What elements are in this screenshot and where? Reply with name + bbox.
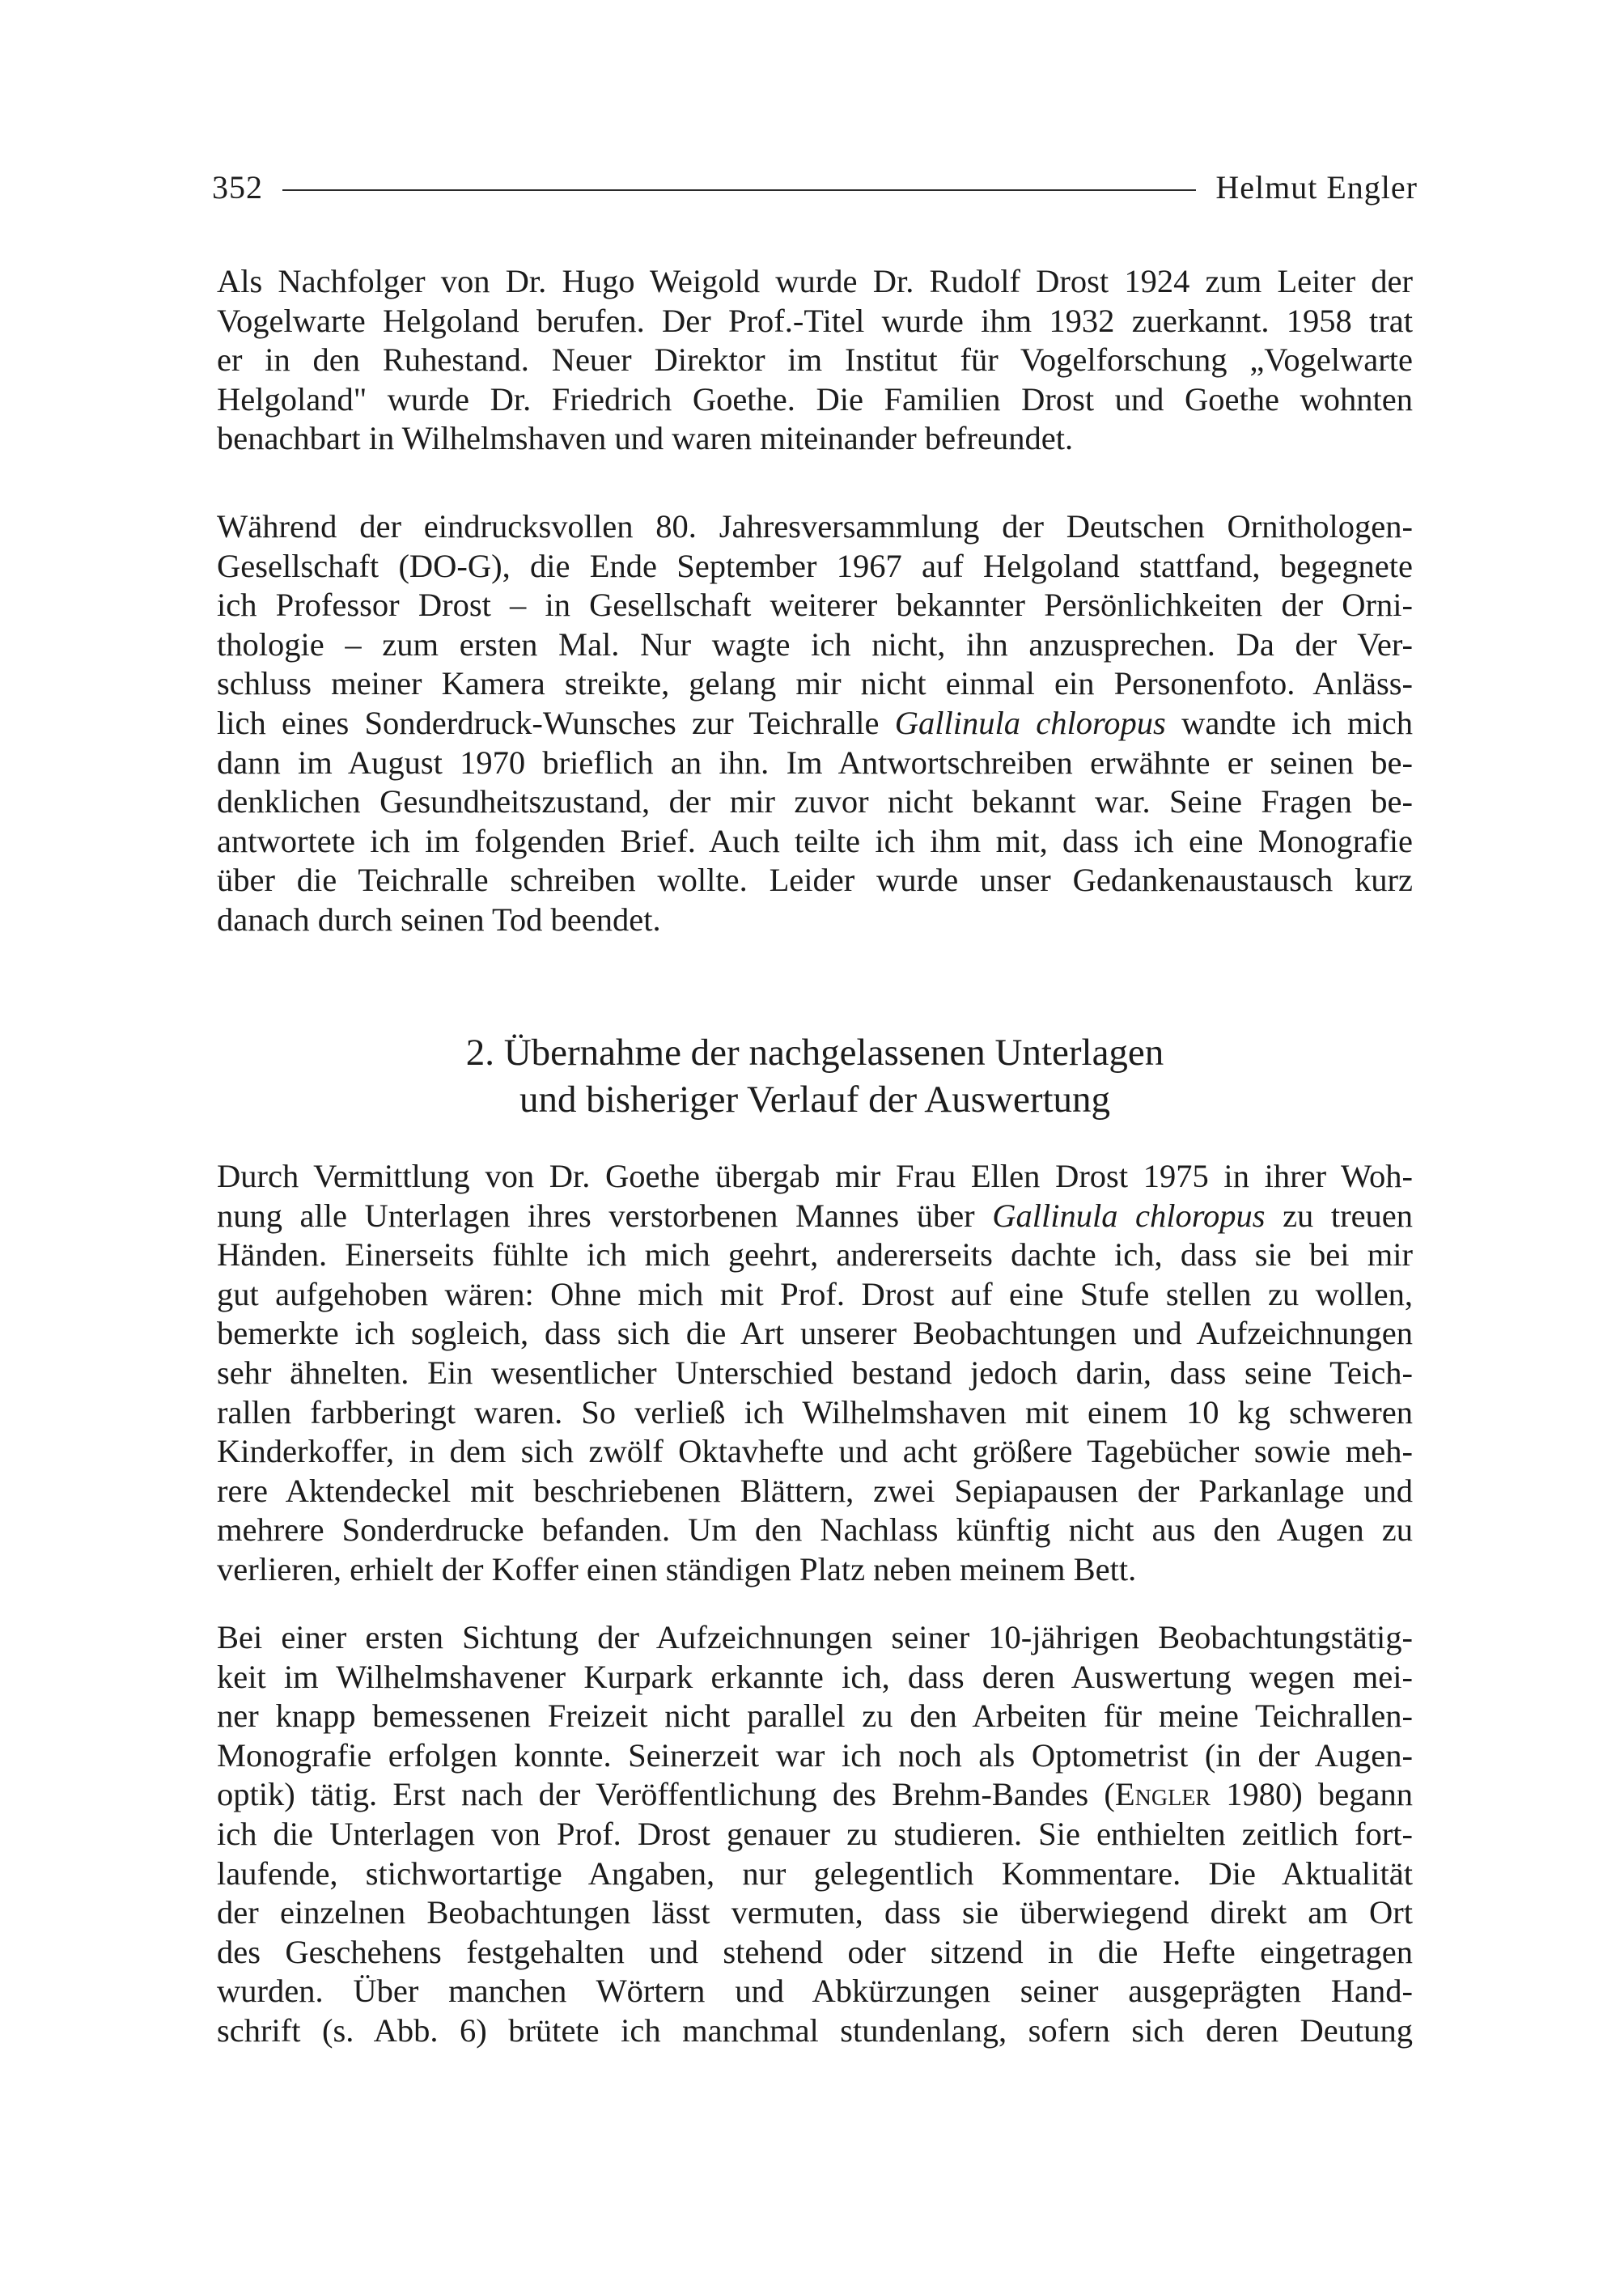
text-line: Helgoland" wurde Dr. Friedrich Goethe. Die Familien Drost und Goethe wohnten (217, 380, 1413, 417)
header-rule (282, 189, 1196, 191)
text-segment: nung alle Unterlagen ihres verstorbenen Mannes über (217, 1197, 975, 1234)
text-line: ich die Unterlagen von Prof. Drost genauer zu studieren. Sie enthielten zeitlich fort- (217, 1815, 1413, 1852)
running-author: Helmut Engler (1215, 168, 1418, 206)
text-segment: wandte ich mich (1181, 704, 1414, 741)
text-line: laufende, stichwortartige Angaben, nur gelegentlich Kommentare. Die Aktualität (217, 1854, 1413, 1892)
text-line: benachbart in Wilhelmshaven und waren miteinander befreundet. (217, 420, 1074, 457)
text-line: Bei einer ersten Sichtung der Aufzeichnungen seiner 10-jährigen Beobachtungstätig- (217, 1619, 1413, 1655)
text-line: Als Nachfolger von Dr. Hugo Weigold wurde Dr. Rudolf Drost 1924 zum Leiter der (217, 263, 1413, 299)
text-line: Kinderkoffer, in dem sich zwölf Oktavhefte und acht größere Tagebücher sowie meh- (217, 1433, 1413, 1470)
species-name: Gallinula chloropus (992, 1197, 1266, 1234)
text-line: antwortete ich im folgenden Brief. Auch teilte ich ihm mit, dass ich eine Monografie (217, 822, 1413, 859)
paragraph-drost-succession (217, 262, 1413, 459)
text-line: verlieren, erhielt der Koffer einen ständigen Platz neben meinem Bett. (217, 1550, 1137, 1587)
text-segment: zu treuen (1283, 1197, 1414, 1234)
text-line: Gesellschaft (DO-G), die Ende September 1967 auf Helgoland stattfand, begegnete (217, 547, 1413, 584)
text-line: Durch Vermittlung von Dr. Goethe übergab mir Frau Ellen Drost 1975 in ihrer Woh- (217, 1158, 1413, 1194)
text-line: keit im Wilhelmshavener Kurpark erkannte ich, dass deren Auswertung wegen mei- (217, 1658, 1413, 1695)
text-line: sehr ähnelten. Ein wesentlicher Unterschied bestand jedoch darin, dass seine Teich- (217, 1354, 1413, 1391)
text-line: wurden. Über manchen Wörtern und Abkürzungen seiner ausgeprägten Hand- (217, 1973, 1413, 2010)
text-line (217, 1197, 1413, 1236)
text-line: denklichen Gesundheitszustand, der mir zuvor nicht bekannt war. Seine Fragen be- (217, 783, 1413, 820)
text-line: er in den Ruhestand. Neuer Direktor im Institut für Vogelforschung „Vogelwarte (217, 341, 1413, 379)
text-line: rallen farbberingt waren. So verließ ich Wilhelmshaven mit einem 10 kg schweren (217, 1393, 1413, 1430)
paragraph-first-meeting (217, 507, 1413, 940)
text-line: über die Teichralle schreiben wollte. Leider wurde unser Gedankenaustausch kurz (217, 862, 1413, 899)
text-line (217, 704, 1413, 744)
text-line: Monografie erfolgen konnte. Seinerzeit war ich noch als Optometrist (in der Augen- (217, 1736, 1413, 1774)
text-line: gut aufgehoben wären: Ohne mich mit Prof. Drost auf eine Stufe stellen zu wollen, (217, 1275, 1413, 1312)
text-line: Vogelwarte Helgoland berufen. Der Prof.-Titel wurde ihm 1932 zuerkannt. 1958 trat (217, 302, 1413, 339)
running-header (212, 165, 1418, 209)
page-number: 352 (212, 168, 263, 206)
text-line: mehrere Sonderdrucke befanden. Um den Nachlass künftig nicht aus den Augen zu (217, 1511, 1413, 1549)
section-heading (217, 1029, 1413, 1123)
paragraph-handover (217, 1157, 1413, 1590)
text-line: rere Aktendeckel mit beschriebenen Blättern, zwei Sepiapausen der Parkanlage und (217, 1472, 1413, 1509)
species-name: Gallinula chloropus (894, 704, 1166, 741)
cited-author: Engler (1114, 1776, 1211, 1813)
paragraph-evaluation (217, 1618, 1413, 2051)
text-line: der einzelnen Beobachtungen lässt vermuten, dass sie überwiegend direkt am Ort (217, 1894, 1413, 1931)
text-line: Während der eindrucksvollen 80. Jahresversammlung der Deutschen Ornithologen- (217, 508, 1413, 545)
text-line (217, 1775, 1413, 1815)
text-segment: lich eines Sonderdruck-Wunsches zur Teichralle (217, 704, 880, 741)
text-line: dann im August 1970 brieflich an ihn. Im Antwortschreiben erwähnte er seinen be- (217, 744, 1413, 781)
text-line: ich Professor Drost – in Gesellschaft weiterer bekannter Persönlichkeiten der Orni- (217, 587, 1413, 624)
text-line: schrift (s. Abb. 6) brütete ich manchmal stundenlang, sofern sich deren Deutung (217, 2011, 1413, 2049)
text-line: des Geschehens festgehalten und stehend oder sitzend in die Hefte eingetragen (217, 1933, 1413, 1970)
section-heading-line: und bisheriger Verlauf der Auswertung (519, 1079, 1111, 1121)
text-segment: 1980) begann (1210, 1776, 1413, 1813)
text-line: ner knapp bemessenen Freizeit nicht parallel zu den Arbeiten für meine Teichrallen- (217, 1697, 1413, 1735)
text-line: danach durch seinen Tod beendet. (217, 901, 661, 938)
text-line: schluss meiner Kamera streikte, gelang mir nicht einmal ein Personenfoto. Anläss- (217, 665, 1413, 702)
text-line: thologie – zum ersten Mal. Nur wagte ich nicht, ihn anzusprechen. Da der Ver- (217, 625, 1413, 663)
text-line: Händen. Einerseits fühlte ich mich geehrt, andererseits dachte ich, dass sie bei mir (217, 1236, 1413, 1274)
text-segment: optik) tätig. Erst nach der Veröffentlichung des Brehm-Bandes ( (217, 1776, 1115, 1813)
section-heading-line: 2. Übernahme der nachgelassenen Unterlagen (465, 1032, 1164, 1074)
text-line: bemerkte ich sogleich, dass sich die Art unserer Beobachtungen und Aufzeichnungen (217, 1315, 1413, 1352)
